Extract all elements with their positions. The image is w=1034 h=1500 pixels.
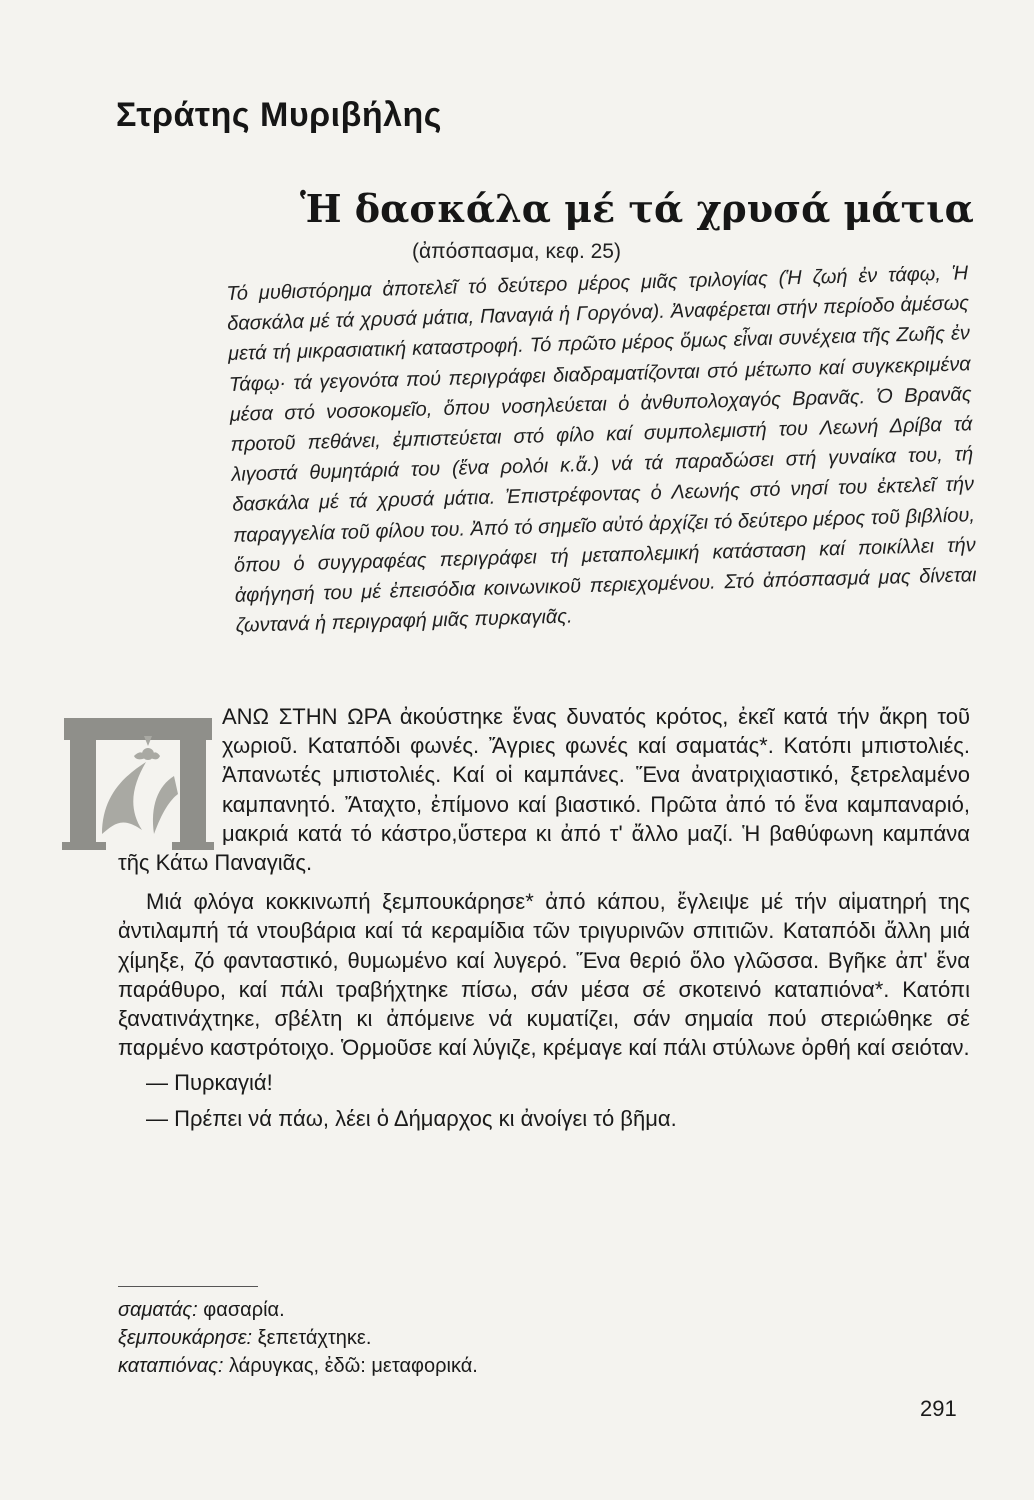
footnote-definition: φασαρία.	[203, 1299, 285, 1321]
footnote-definition: ξεπετάχτηκε.	[257, 1327, 372, 1349]
footnote-term: ξεμπουκάρησε:	[118, 1327, 253, 1349]
excerpt-subtitle: (ἀπόσπασμα, κεφ. 25)	[412, 240, 621, 263]
footnotes	[118, 1296, 818, 1380]
work-title: Ἡ δασκάλα μέ τά χρυσά μάτια	[300, 186, 974, 231]
footnote-term: σαματάς:	[118, 1299, 198, 1321]
main-text	[118, 702, 970, 1133]
footnote-definition: λάρυγκας, ἐδῶ: μεταφορικά.	[228, 1355, 478, 1377]
footnote-term: καταπιόνας:	[118, 1355, 224, 1377]
dialogue-line-2: — Πρέπει νά πάω, λέει ὁ Δήμαρχος κι ἀνοίγει τό βῆμα.	[146, 1105, 677, 1131]
page-number: 291	[920, 1396, 957, 1421]
paragraph-1: ΑΝΩ ΣΤΗΝ ΩΡΑ ἀκούστηκε ἕνας δυνατός κρότος, ἐκεῖ κατά τήν ἄκρη τοῦ χωριοῦ. Καταπόδι φωνές. Ἄγριες φωνές καί σαματάς*. Κατόπι μπιστολιές. Ἀπανωτές μπιστολιές. Καί οἱ καμπάνες. Ἕνα ἀνατριχιαστικό, ξετρελαμένο καμπανητό. Ἄταχτο, ἐπίμονο καί βιαστικό. Πρῶτα ἀπό τό ἕνα καμπαναριό, μακριά κατά τό κάστρο,ὕστερα κι ἀπό τ' ἄλλο μαζί. Ἡ βαθύφωνη καμπάνα τῆς Κάτω Παναγιᾶς.	[118, 704, 970, 876]
author-name: Στράτης Μυριβήλης	[116, 96, 442, 134]
paragraph-2: Μιά φλόγα κοκκινωπή ξεμπουκάρησε* ἀπό κάπου, ἔγλειψε μέ τήν αἱματηρή της ἀντιλαμπή τά ντουβάρια καί τά κεραμίδια τῶν τριγυρινῶν σπιτιῶν. Καταπόδι ἄλλη μιά χίμηξε, ζό φανταστικό, θυμωμένο καί λυγερό. Ἕνα θεριό ὅλο γλῶσσα. Βγῆκε ἀπ' ἕνα παράθυρο, καί πάλι τραβήχτηκε πίσω, σάν μέσα σέ σκοτεινό καταπιόνα*. Κατόπι ξανατινάχτηκε, σβέλτη κι ἀπόμεινε νά κυματίζει, σάν σημαία πού στεριώθηκε σέ παρμένο καστρότοιχο. Ὁρμοῦσε καί λύγιζε, κρέμαγε καί πάλι στύλωνε ὀρθή καί σειόταν.	[118, 889, 970, 1061]
footnote-item	[118, 1296, 818, 1324]
footnote-item	[118, 1324, 818, 1352]
dialogue-line-1: — Πυρκαγιά!	[146, 1070, 273, 1096]
footnote-item	[118, 1352, 818, 1380]
introduction-paragraph: Τό μυθιστόρημα ἀποτελεῖ τό δεύτερο μέρος μιᾶς τριλογίας (Ἡ ζωή ἐν τάφῳ, Ἡ δασκάλα μέ τά χρυσά μάτια, Παναγιά ἡ Γοργόνα). Ἀναφέρεται στήν περίοδο ἀμέσως μετά τή μικρασιατική καταστροφή. Τό πρῶτο μέρος ὅμως εἶναι συνέχεια τῆς Ζωῆς ἐν Τάφῳ· τά γεγονότα πού περιγράφει διαδραματίζονται στό μέτωπο καί συγκεκριμένα μέσα στό νοσοκομεῖο, ὅπου νοσηλεύεται ὁ ἀνθυπολοχαγός Βρανᾶς. Ὁ Βρανᾶς προτοῦ πεθάνει, ἐμπιστεύεται στό φίλο καί συμπολεμιστή του Λεωνή Δρίβα τά λιγοστά θυμητάριά του (ἕνα ρολόι κ.ἄ.) νά τά παραδώσει στή γυναίκα του, τή δασκάλα μέ τά χρυσά μάτια. Ἐπιστρέφοντας ὁ Λεωνής στό νησί του ἐκτελεῖ τήν παραγγελία τοῦ φίλου του. Ἀπό τό σημεῖο αὐτό ἀρχίζει τό δεύτερο μέρος τοῦ βιβλίου, ὅπου ὁ συγγραφέας περιγράφει τή μεταπολεμική κατάσταση καί ποικίλλει τήν ἀφήγησή του μέ ἐπεισόδια κοινωνικοῦ περιεχομένου. Στό ἀπόσπασμά μας δίνεται ζωντανά ἡ περιγραφή μιᾶς πυρκαγιᾶς.	[226, 262, 977, 638]
footnote-separator	[118, 1286, 258, 1287]
